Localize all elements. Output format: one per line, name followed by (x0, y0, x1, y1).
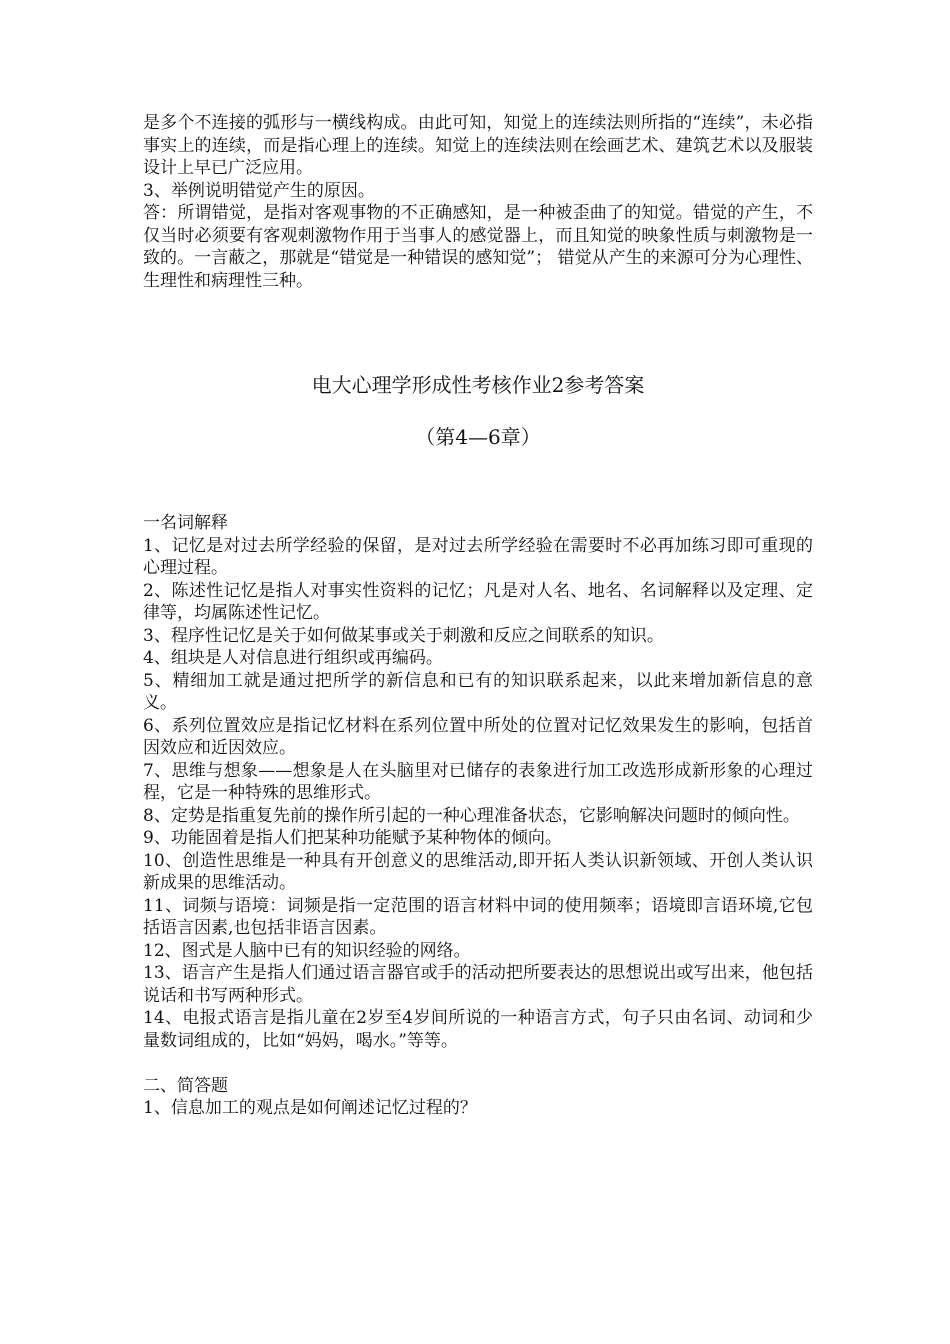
heading-block (143, 372, 813, 398)
section-gap (143, 1052, 813, 1075)
definition-item: 11、词频与语境：词频是指一定范围的语言材料中词的使用频率；语境即言语环境,它包括语言因素,也包括非语言因素。 (143, 895, 813, 938)
definition-item: 1、记忆是对过去所学经验的保留，是对过去所学经验在需要时不必再加练习即可重现的心理过程。 (143, 535, 813, 578)
answer-3: 答：所谓错觉，是指对客观事物的不正确感知，是一种被歪曲了的知觉。错觉的产生，不仅当时必须要有客观刺激物作用于当事人的感觉器上，而且知觉的映象性质与刺激物是一致的。一言蔽之，那就是“错觉是一种错误的感知觉”； 错觉从产生的来源可分为心理性、生理性和病理性三种。 (143, 203, 813, 291)
document-subtitle: （第4—6章） (415, 425, 541, 449)
definition-item: 5、精细加工就是通过把所学的新信息和已有的知识联系起来，以此来增加新信息的意义。 (143, 670, 813, 713)
definition-item: 7、思维与想象——想象是人在头脑里对已储存的表象进行加工改选形成新形象的心理过程，它是一种特殊的思维形式。 (143, 760, 813, 803)
definition-item: 10、创造性思维是一种具有开创意义的思维活动,即开拓人类认识新领域、开创人类认识新成果的思维活动。 (143, 850, 813, 893)
question-3: 3、举例说明错觉产生的原因。 (143, 180, 375, 201)
definition-item: 6、系列位置效应是指记忆材料在系列位置中所处的位置对记忆效果发生的影响，包括首因效应和近因效应。 (143, 715, 813, 758)
intro-paragraph: 是多个不连接的弧形与一横线构成。由此可知，知觉上的连续法则所指的“连续”，未必指事实上的连续，而是指心理上的连续。知觉上的连续法则在绘画艺术、建筑艺术以及服装设计上早已广泛应用。 (143, 113, 813, 178)
section-label-short-answers: 二、简答题 (143, 1075, 228, 1096)
definition-item: 4、组块是人对信息进行组织或再编码。 (143, 648, 443, 668)
definition-item: 14、电报式语言是指儿童在2岁至4岁间所说的一种语言方式，句子只由名词、动词和少量数词组成的，比如“妈妈，喝水。”等等。 (143, 1008, 813, 1051)
definition-item: 8、定势是指重复先前的操作所引起的一种心理准备状态，它影响解决问题时的倾向性。 (143, 805, 800, 826)
definition-item: 2、陈述性记忆是指人对事实性资料的记忆；凡是对人名、地名、名词解释以及定理、定律等，均属陈述性记忆。 (143, 580, 813, 623)
document-title: 电大心理学形成性考核作业2参考答案 (311, 373, 645, 397)
definition-item: 13、语言产生是指人们通过语言器官或手的活动把所要表达的思想说出或写出来，他包括说话和书写两种形式。 (143, 963, 813, 1006)
intro-block (143, 112, 813, 292)
definition-item: 3、程序性记忆是关于如何做某事或关于刺激和反应之间联系的知识。 (143, 625, 664, 646)
short-answer-question: 1、信息加工的观点是如何阐述记忆过程的？ (143, 1098, 477, 1118)
definition-item: 9、功能固着是指人们把某种功能赋予某种物体的倾向。 (143, 828, 562, 848)
subtitle-block (143, 424, 813, 450)
definition-item: 12、图式是人脑中已有的知识经验的网络。 (143, 940, 471, 961)
section-label-definitions: 一名词解释 (143, 513, 228, 533)
definitions-section (143, 512, 813, 1120)
